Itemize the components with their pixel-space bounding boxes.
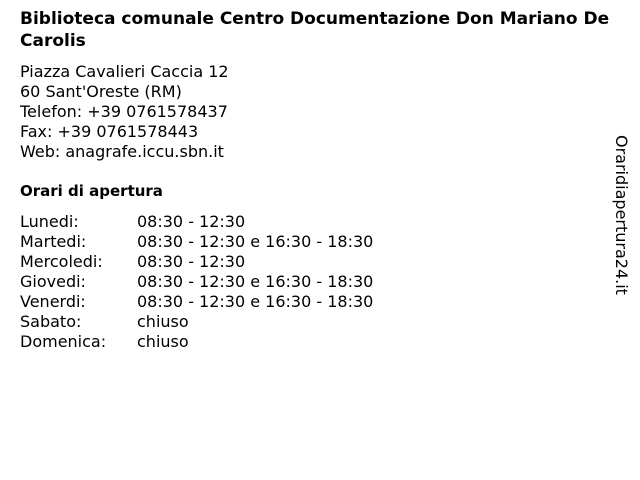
fax-number: Fax: +39 0761578443 (20, 122, 199, 141)
hours-row-saturday (20, 312, 620, 332)
address-city: 60 Sant'Oreste (RM) (20, 82, 182, 101)
site-watermark: Oraridiapertura24.it (612, 135, 631, 295)
hours-row-sunday (20, 332, 620, 352)
library-name: Biblioteca comunale Centro Documentazione Don Mariano De Carolis (20, 9, 610, 51)
hours-row-monday (20, 212, 620, 232)
day-label: Lunedi: (20, 212, 79, 231)
address-street: Piazza Cavalieri Caccia 12 (20, 62, 229, 81)
contact-block (20, 62, 620, 162)
hours-row-friday (20, 292, 620, 312)
day-label: Mercoledi: (20, 252, 103, 271)
day-label: Venerdi: (20, 292, 86, 311)
hours-row-tuesday (20, 232, 620, 252)
day-hours: chiuso (137, 332, 189, 351)
day-label: Giovedi: (20, 272, 86, 291)
opening-hours-heading: Orari di apertura (20, 182, 163, 200)
opening-hours-table (20, 212, 620, 352)
library-info-card (20, 8, 620, 352)
day-hours: 08:30 - 12:30 e 16:30 - 18:30 (137, 232, 374, 251)
day-hours: 08:30 - 12:30 e 16:30 - 18:30 (137, 292, 374, 311)
day-hours: 08:30 - 12:30 e 16:30 - 18:30 (137, 272, 374, 291)
day-hours: 08:30 - 12:30 (137, 252, 246, 271)
hours-row-thursday (20, 272, 620, 292)
hours-row-wednesday (20, 252, 620, 272)
day-hours: 08:30 - 12:30 (137, 212, 246, 231)
day-label: Martedi: (20, 232, 87, 251)
phone-number: Telefon: +39 0761578437 (20, 102, 228, 121)
day-hours: chiuso (137, 312, 189, 331)
day-label: Sabato: (20, 312, 82, 331)
website: Web: anagrafe.iccu.sbn.it (20, 142, 224, 161)
day-label: Domenica: (20, 332, 107, 351)
